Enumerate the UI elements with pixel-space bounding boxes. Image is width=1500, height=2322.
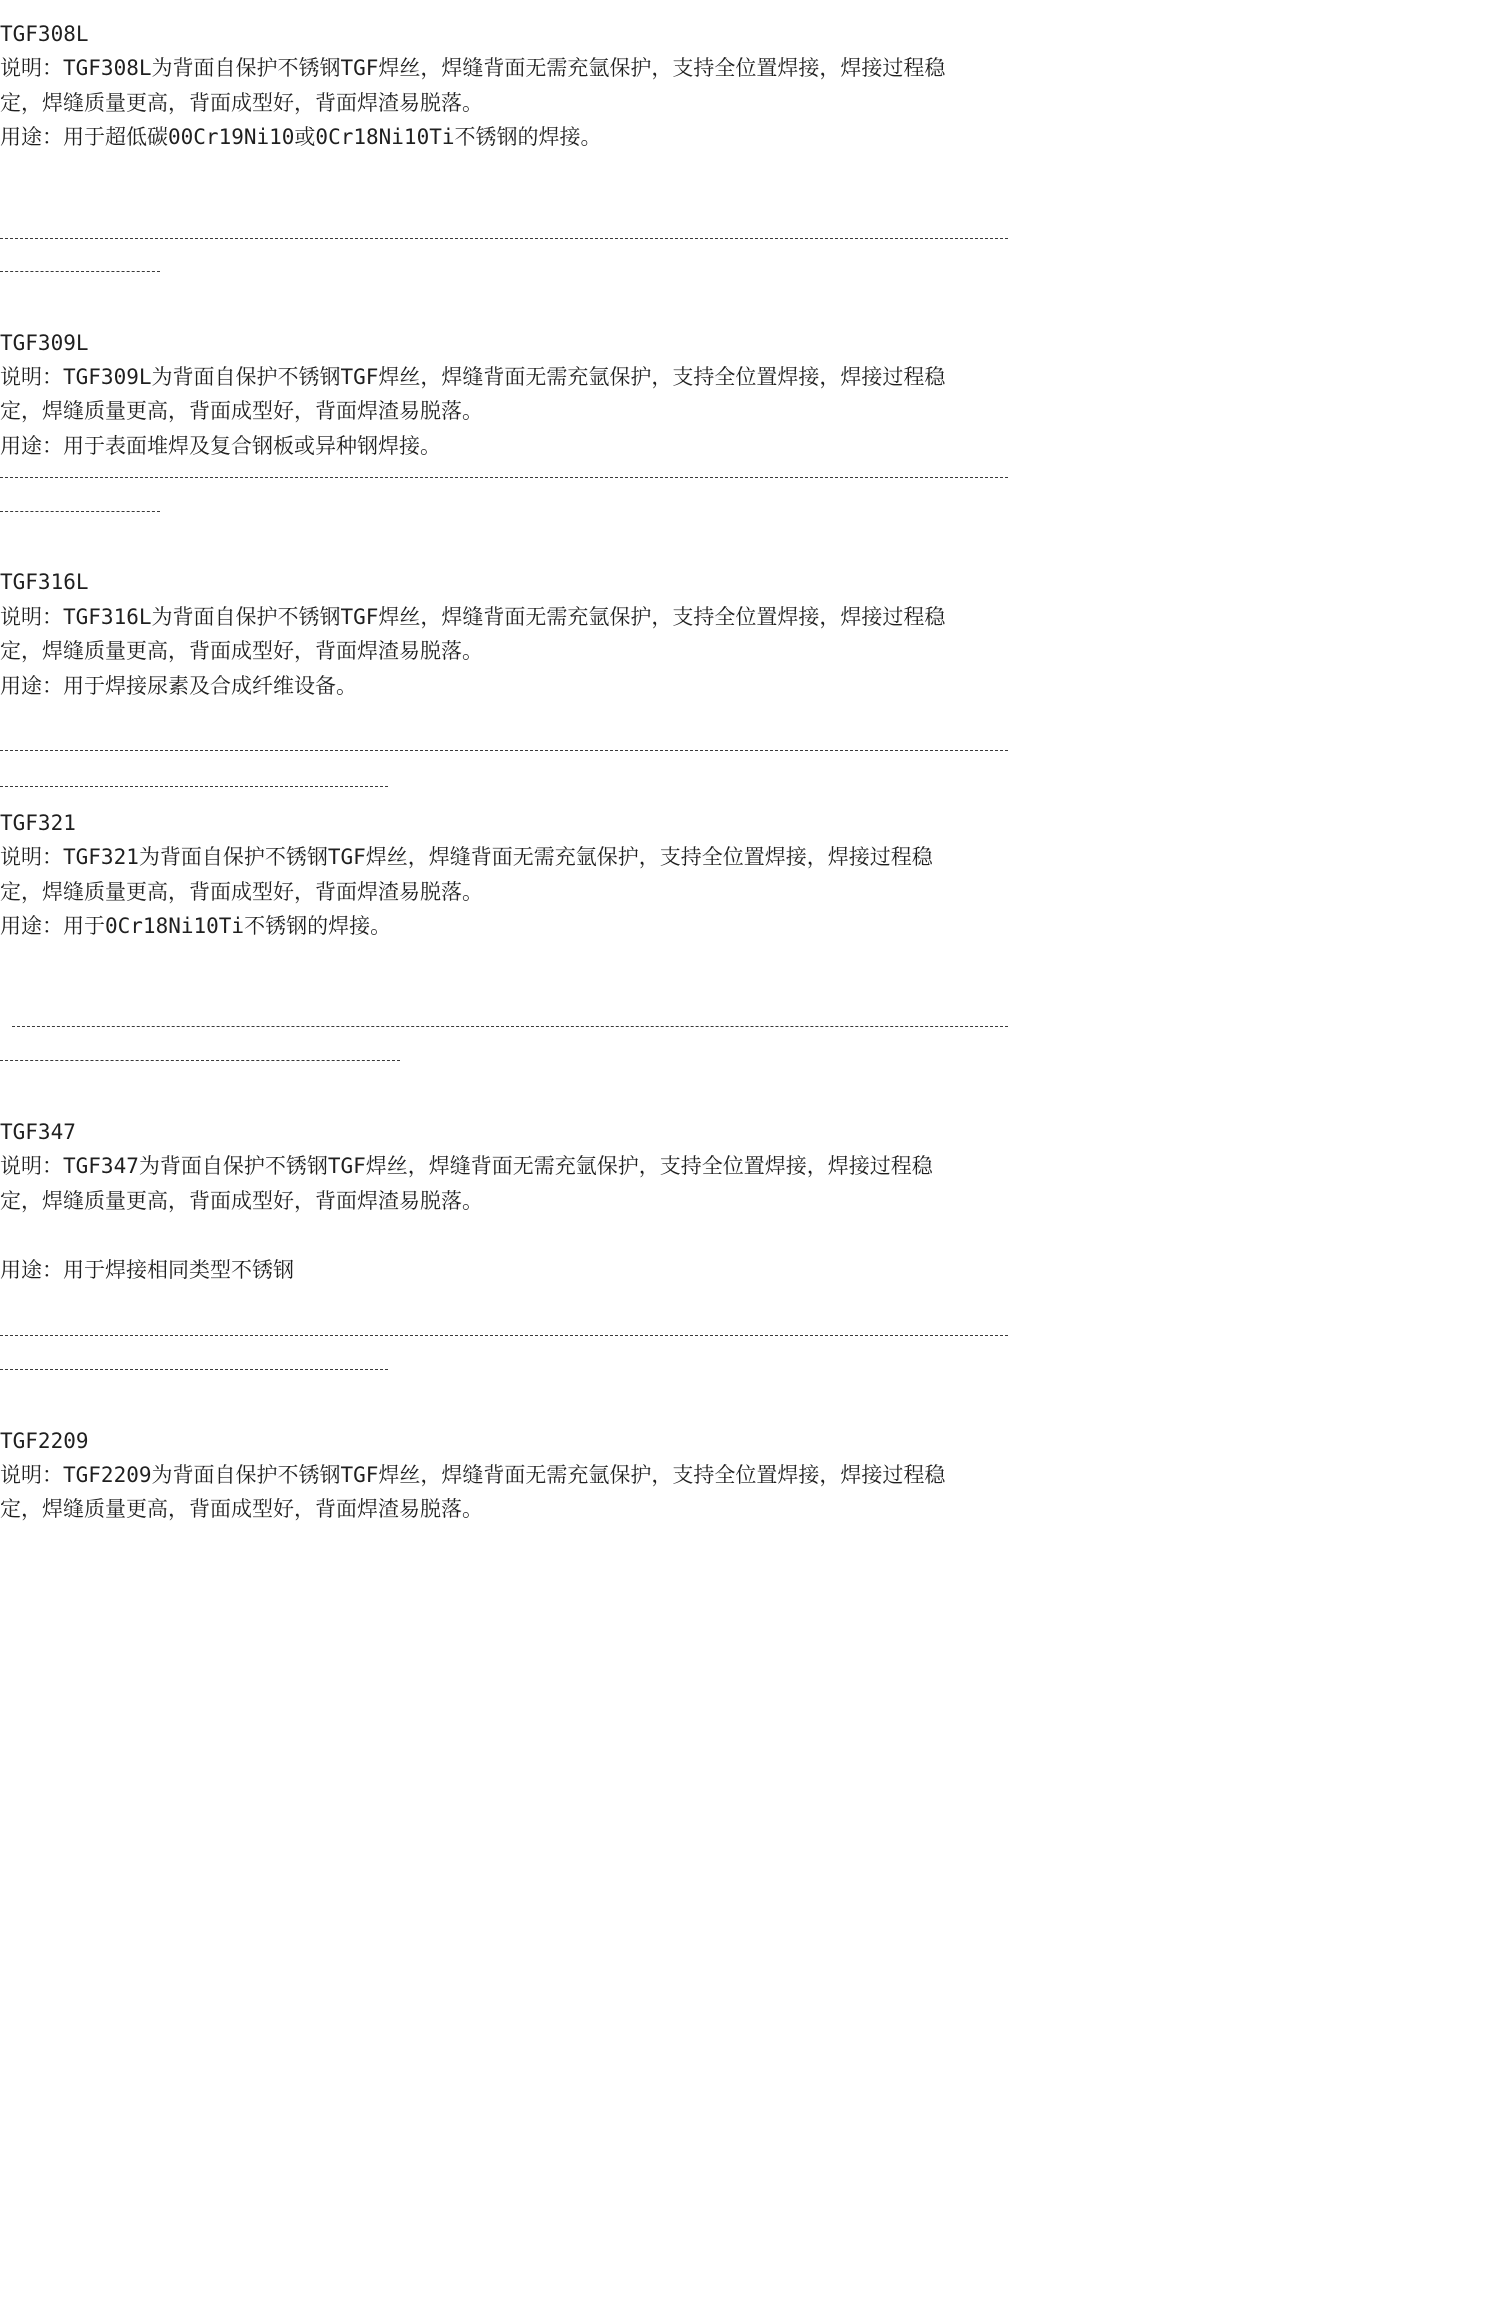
section-divider	[0, 1014, 1008, 1048]
product-description-line1: 说明：TGF309L为背面自保护不锈钢TGF焊丝，焊缝背面无需充氩保护，支持全位置焊接，焊接过程稳	[0, 365, 946, 389]
product-usage: 用途：用于表面堆焊及复合钢板或异种钢焊接。	[0, 434, 441, 458]
product-description-line1: 说明：TGF308L为背面自保护不锈钢TGF焊丝，焊缝背面无需充氩保护，支持全位置焊接，焊接过程稳	[0, 56, 946, 80]
product-model: TGF309L	[0, 331, 89, 355]
product-usage: 用途：用于焊接尿素及合成纤维设备。	[0, 674, 357, 698]
product-description-line1: 说明：TGF316L为背面自保护不锈钢TGF焊丝，焊缝背面无需充氩保护，支持全位置焊接，焊接过程稳	[0, 605, 946, 629]
product-model: TGF347	[0, 1120, 76, 1144]
product-description-line2: 定，焊缝质量更高，背面成型好，背面焊渣易脱落。	[0, 91, 483, 115]
product-usage: 用途：用于0Cr18Ni10Ti不锈钢的焊接。	[0, 914, 392, 938]
product-description-line2: 定，焊缝质量更高，背面成型好，背面焊渣易脱落。	[0, 1189, 483, 1213]
product-model: TGF316L	[0, 570, 89, 594]
product-description-line2: 定，焊缝质量更高，背面成型好，背面焊渣易脱落。	[0, 880, 483, 904]
divider-line-wrap	[0, 1060, 400, 1061]
product-model: TGF308L	[0, 22, 89, 46]
product-model: TGF2209	[0, 1429, 89, 1453]
divider-line-wrap	[0, 271, 160, 272]
product-description-line2: 定，焊缝质量更高，背面成型好，背面焊渣易脱落。	[0, 639, 483, 663]
divider-line-wrap	[0, 511, 160, 512]
product-usage: 用途：用于超低碳00Cr19Ni10或0Cr18Ni10Ti不锈钢的焊接。	[0, 125, 602, 149]
section-divider	[0, 226, 1008, 260]
divider-line	[0, 477, 1008, 478]
product-description-line1: 说明：TGF2209为背面自保护不锈钢TGF焊丝，焊缝背面无需充氩保护，支持全位置焊接，焊接过程稳	[0, 1463, 946, 1487]
product-description-line1: 说明：TGF321为背面自保护不锈钢TGF焊丝，焊缝背面无需充氩保护，支持全位置焊接，焊接过程稳	[0, 845, 933, 869]
product-document	[0, 0, 1016, 1553]
section-divider	[0, 465, 1008, 499]
divider-line	[0, 238, 1008, 239]
divider-line-wrap	[0, 1369, 388, 1370]
product-usage: 用途：用于焊接相同类型不锈钢	[0, 1258, 294, 1282]
product-description-line2: 定，焊缝质量更高，背面成型好，背面焊渣易脱落。	[0, 399, 483, 423]
section-divider	[0, 1323, 1008, 1357]
product-model: TGF321	[0, 811, 76, 835]
divider-line	[12, 1026, 1008, 1027]
product-description-line2: 定，焊缝质量更高，背面成型好，背面焊渣易脱落。	[0, 1497, 483, 1521]
product-description-line1: 说明：TGF347为背面自保护不锈钢TGF焊丝，焊缝背面无需充氩保护，支持全位置焊接，焊接过程稳	[0, 1154, 933, 1178]
divider-line	[0, 1335, 1008, 1336]
divider-line-wrap	[0, 786, 388, 787]
divider-line	[0, 750, 1008, 751]
section-divider	[0, 738, 1008, 772]
